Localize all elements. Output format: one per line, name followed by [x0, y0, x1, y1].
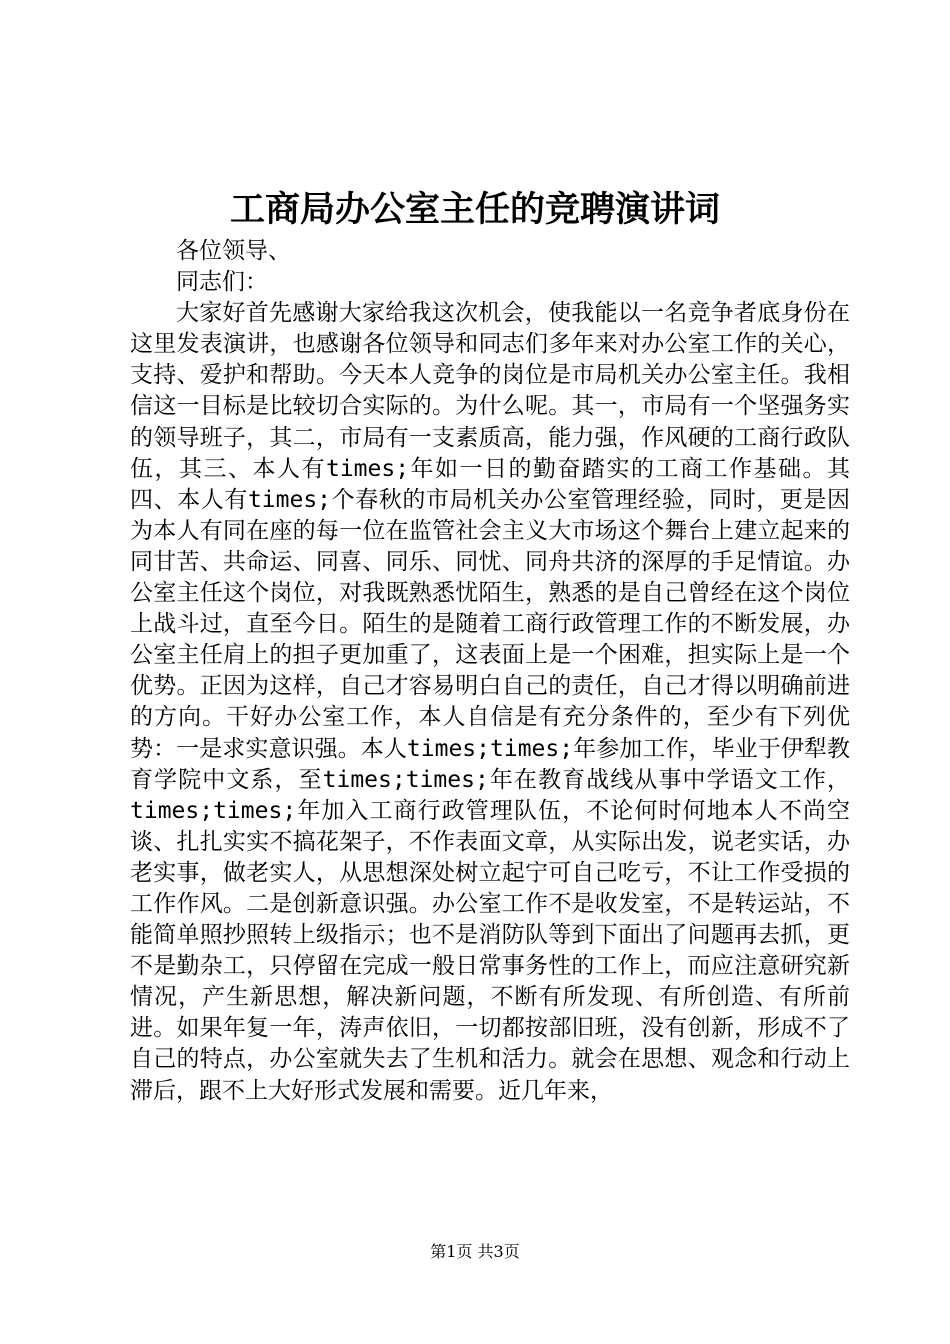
document-title: 工商局办公室主任的竞聘演讲词: [229, 189, 720, 230]
page-footer: 第1页 共3页: [430, 1242, 520, 1261]
salutation-comrades: 同志们：: [176, 269, 268, 296]
document-body: [130, 236, 850, 1107]
salutation-leaders: 各位领导、: [176, 238, 291, 264]
body-paragraph: 大家好首先感谢大家给我这次机会，使我能以一名竞争者底身份在这里发表演讲，也感谢各位领导和同志们多年来对办公室工作的关心，支持、爱护和帮助。今天本人竞争的岗位是市局机关办公室主任。我相信这一目标是比较切合实际的。为什么呢。其一，市局有一个坚强务实的领导班子，其二，市局有一支素质高，能力强，作风硬的工商行政队伍，其三、本人有times;年如一日的勤奋踏实的工商工作基础。其四、本人有times;个春秋的市局机关办公室管理经验，同时，更是因为本人有同在座的每一位在监管社会主义大市场这个舞台上建立起来的同甘苦、共命运、同喜、同乐、同忧、同舟共济的深厚的手足情谊。办公室主任这个岗位，对我既熟悉忧陌生，熟悉的是自己曾经在这个岗位上战斗过，直至今日。陌生的是随着工商行政管理工作的不断发展，办公室主任肩上的担子更加重了，这表面上是一个困难，担实际上是一个优势。正因为这样，自己才容易明白自己的责任，自己才得以明确前进的方向。干好办公室工作，本人自信是有充分条件的，至少有下列优势：一是求实意识强。本人times;times;年参加工作，毕业于伊犁教育学院中文系，至times;times;年在教育战线从事中学语文工作，times;times;年加入工商行政管理队伍，不论何时何地本人不尚空谈、扎扎实实不搞花架子，不作表面文章，从实际出发，说老实话，办老实事，做老实人，从思想深处树立起宁可自己吃亏，不让工作受损的工作作风。二是创新意识强。办公室工作不是收发室，不是转运站，不能简单照抄照转上级指示；也不是消防队等到下面出了问题再去抓，更不是勤杂工，只停留在完成一般日常事务性的工作上，而应注意研究新情况，产生新思想，解决新问题，不断有所发现、有所创造、有所前进。如果年复一年，涛声依旧，一切都按部旧班，没有创新，形成不了自己的特点，办公室就失去了生机和活力。就会在思想、观念和行动上滞后，跟不上大好形式发展和需要。近几年来，: [130, 300, 850, 1104]
